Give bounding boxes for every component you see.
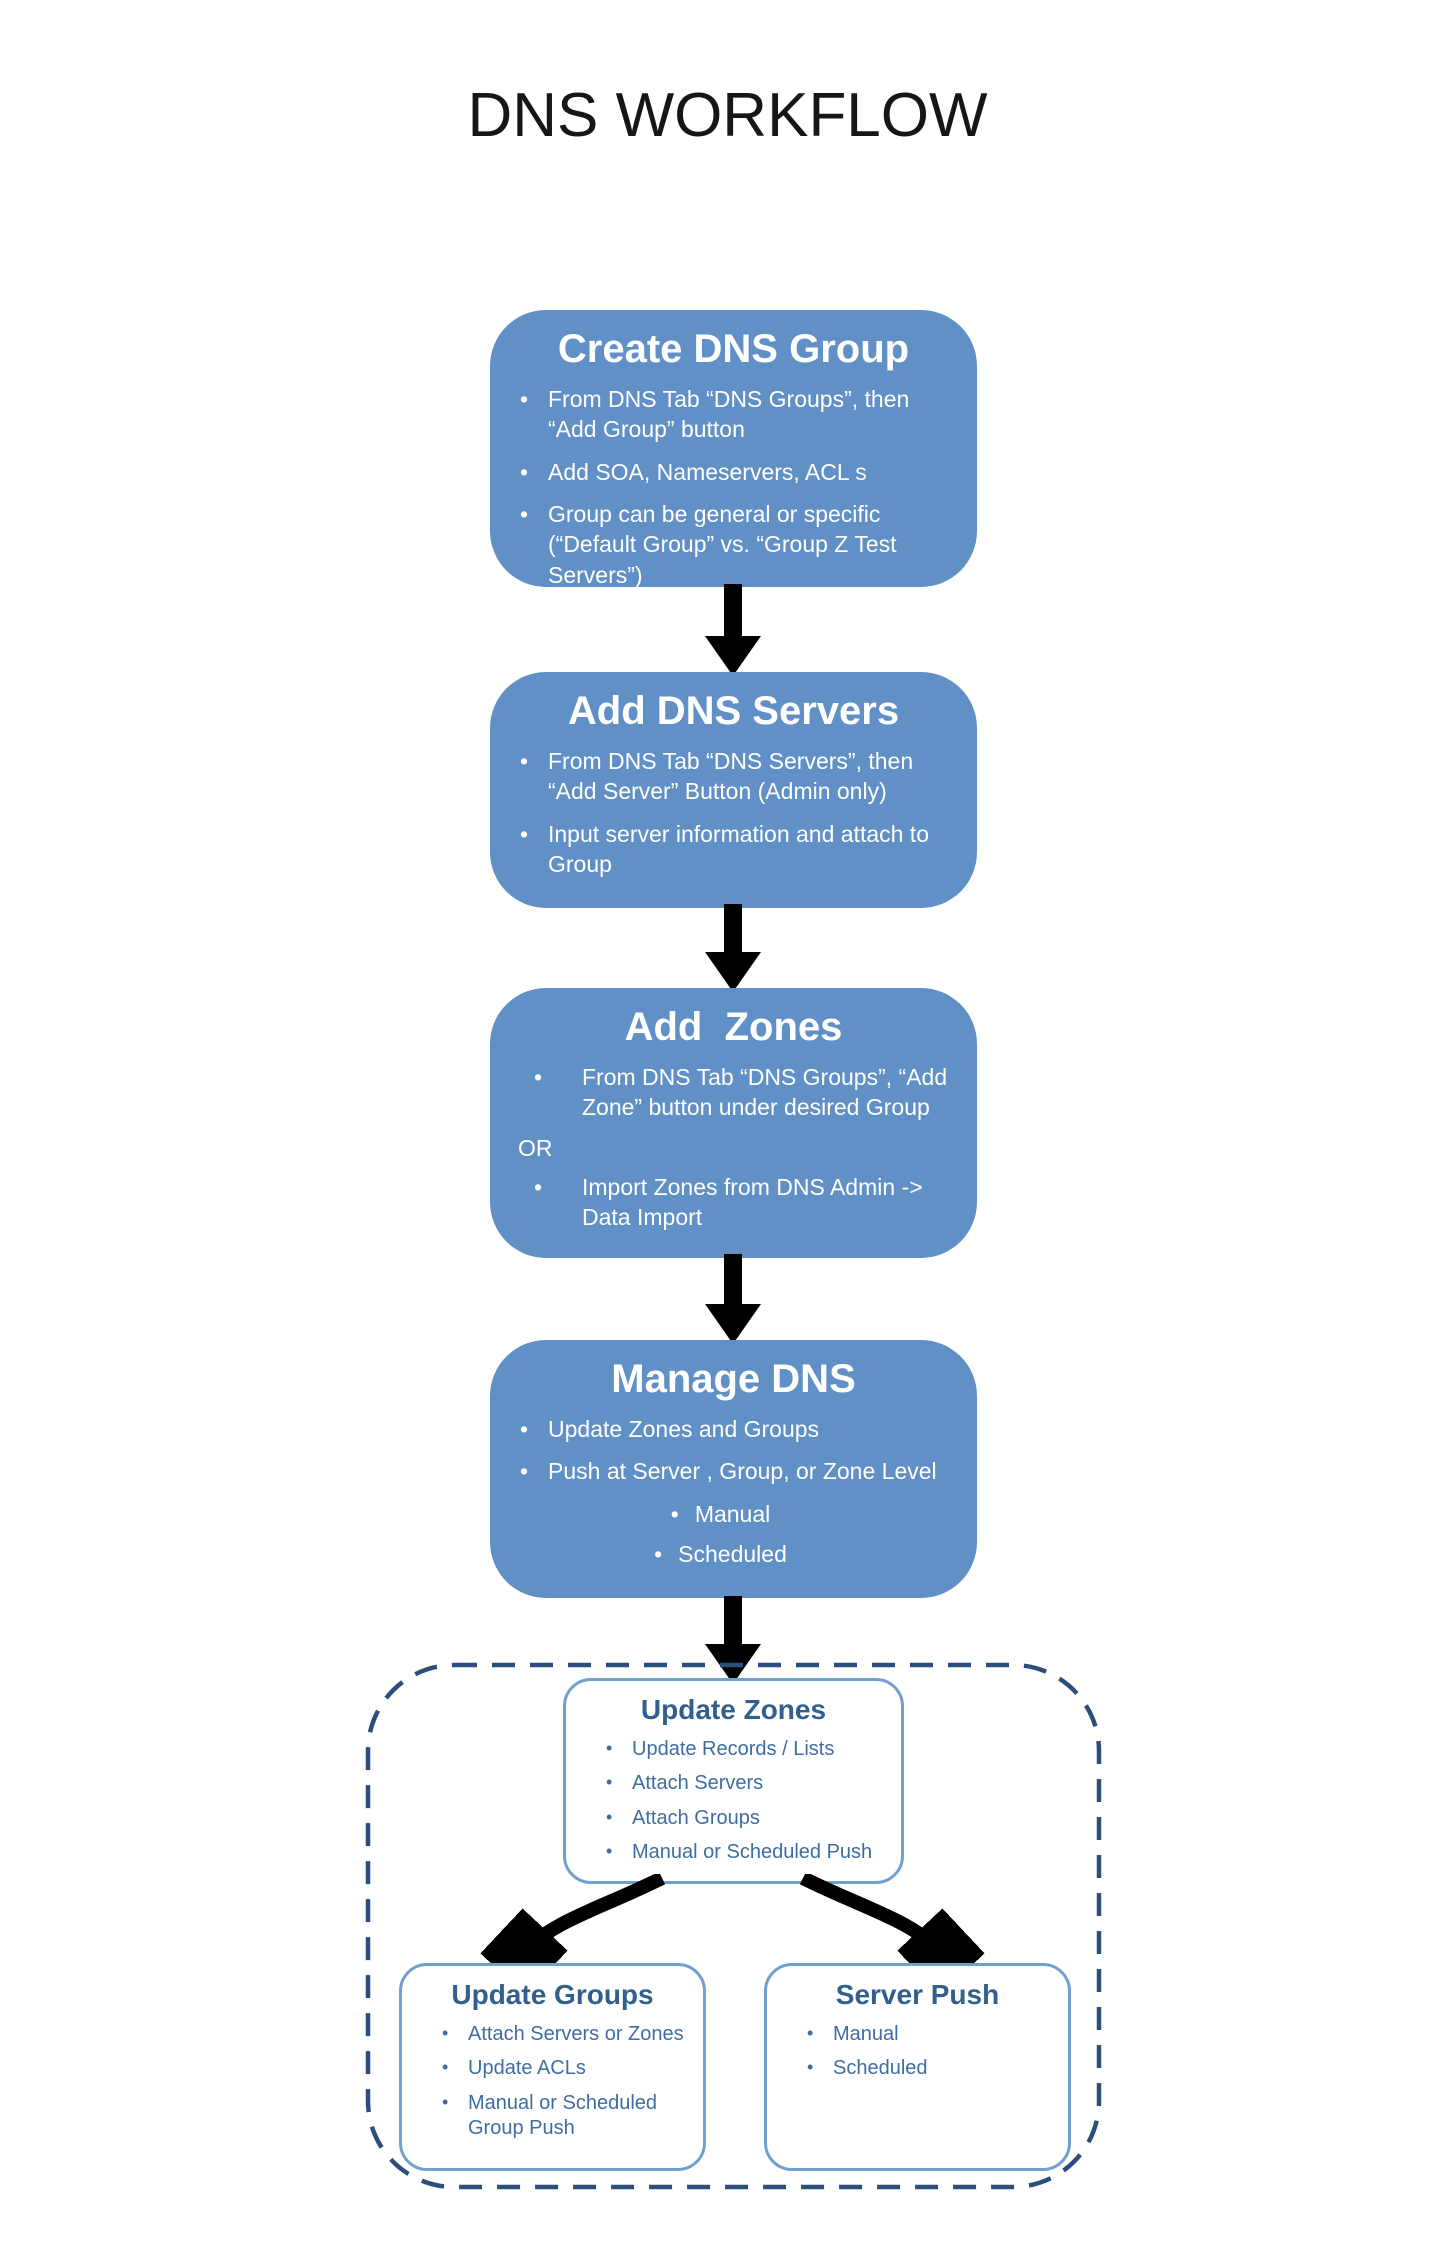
- bullet-item: • Attach Servers: [566, 1771, 889, 1797]
- detail-box-server-push: [764, 1963, 1071, 2171]
- down-arrow-icon: [705, 904, 761, 992]
- down-arrow-icon: [705, 584, 761, 676]
- bullet-item: • Scheduled: [767, 2056, 1056, 2082]
- node-title: Add Zones: [624, 1005, 843, 1049]
- flow-node-create-dns-group: [490, 310, 977, 587]
- sub-bullet-item: • Manual: [490, 1499, 951, 1529]
- bullet-item: • Update Zones and Groups: [490, 1414, 951, 1444]
- detail-box-update-zones: [563, 1678, 904, 1884]
- detail-box-title: Update Groups: [451, 1979, 654, 2010]
- bullet-item: • Manual or Scheduled Push: [566, 1840, 889, 1866]
- flow-node-add-dns-servers: [490, 672, 977, 908]
- bullet-item: • Add SOA, Nameservers, ACL s: [490, 457, 951, 487]
- bullet-item: • Push at Server , Group, or Zone Level: [490, 1456, 951, 1486]
- bullet-list: [490, 1172, 977, 1233]
- node-title: Create DNS Group: [557, 327, 910, 371]
- bullet-item: • Update ACLs: [402, 2056, 691, 2082]
- bullet-item: • From DNS Tab “DNS Groups”, “Add Zone” button under desired Group: [490, 1062, 951, 1123]
- sub-bullet-item: • Scheduled: [490, 1539, 951, 1569]
- bullet-list: [767, 2022, 1068, 2082]
- node-title: Add DNS Servers: [567, 689, 900, 733]
- bullet-item: • Input server information and attach to Group: [490, 819, 951, 880]
- flow-node-manage-dns: [490, 1340, 977, 1598]
- bullet-item: • Attach Groups: [566, 1806, 889, 1832]
- bullet-list: [490, 1414, 977, 1569]
- bullet-item: • Group can be general or specific (“Default Group” vs. “Group Z Test Servers”): [490, 499, 951, 590]
- detail-box-title: Update Zones: [640, 1694, 827, 1725]
- bullet-item: • Attach Servers or Zones: [402, 2022, 691, 2048]
- bullet-list: [402, 2022, 703, 2142]
- or-label: OR: [518, 1134, 553, 1161]
- curved-arrow-left-icon: [524, 1878, 662, 1952]
- detail-box-title: Server Push: [835, 1979, 1000, 2010]
- page-title: DNS WORKFLOW: [467, 81, 988, 150]
- flow-node-add-zones: [490, 988, 977, 1258]
- bullet-item: • From DNS Tab “DNS Servers”, then “Add Server” Button (Admin only): [490, 746, 951, 807]
- bullet-list: [490, 384, 977, 590]
- bullet-item: • Import Zones from DNS Admin -> Data Import: [490, 1172, 951, 1233]
- node-title: Manage DNS: [611, 1357, 856, 1401]
- bullet-item: • Manual or Scheduled Group Push: [402, 2091, 691, 2142]
- curved-arrow-right-icon: [803, 1878, 941, 1952]
- bullet-list: [490, 746, 977, 879]
- bullet-list: [566, 1737, 901, 1866]
- bullet-item: • Update Records / Lists: [566, 1737, 889, 1763]
- bullet-item: • From DNS Tab “DNS Groups”, then “Add Group” button: [490, 384, 951, 445]
- bullet-item: • Manual: [767, 2022, 1056, 2048]
- down-arrow-icon: [705, 1254, 761, 1344]
- bullet-list: [490, 1062, 977, 1123]
- detail-box-update-groups: [399, 1963, 706, 2171]
